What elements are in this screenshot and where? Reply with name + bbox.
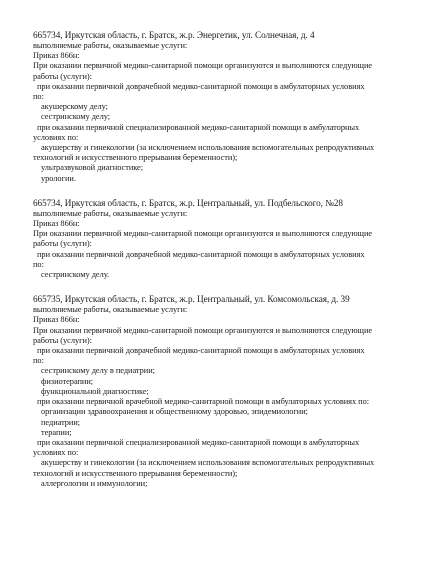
text-line: при оказании первичной специализированной медико-санитарной помощи в амбулаторных [37, 122, 360, 132]
text-line: При оказании первичной медико-санитарной помощи организуются и выполняются следующие [33, 229, 373, 239]
text-line: функциональной диагностике; [41, 386, 149, 396]
text-line: Приказ 866н: [33, 219, 80, 229]
text-line: при оказании первичной доврачебной медико-санитарной помощи в амбулаторных условиях [37, 81, 365, 91]
text-line: педиатрии; [41, 417, 81, 427]
text-line: выполняемые работы, оказываемые услуги: [33, 305, 188, 315]
entry-lines [33, 41, 412, 184]
address-line: 665734, Иркутская область, г. Братск, ж.р. Энергетик, ул. Солнечная, д. 4 [33, 30, 315, 40]
text-line: акушерству и гинекологии (за исключением использования вспомогательных репродуктивных [41, 458, 375, 468]
text-line: технологий и искусственного прерывания беременности); [33, 468, 238, 478]
text-line: сестринскому делу; [41, 112, 111, 122]
address-entry-1 [33, 30, 412, 184]
text-line: Приказ 866н: [33, 51, 80, 61]
text-line: условиях по: [33, 448, 79, 458]
text-line: по: [33, 356, 44, 366]
text-line: по: [33, 259, 44, 269]
entry-lines [33, 305, 412, 489]
text-line: организации здравоохранения и общественному здоровью, эпидемиологии; [41, 407, 308, 417]
address-line: 665734, Иркутская область, г. Братск, ж.р. Центральный, ул. Подбельского, №28 [33, 197, 343, 208]
text-line: урологии. [41, 173, 76, 183]
text-line: по: [33, 92, 44, 102]
text-line: терапии; [41, 427, 72, 437]
text-line: технологий и искусственного прерывания беременности); [33, 153, 238, 163]
text-line: при оказании первичной специализированной медико-санитарной помощи в амбулаторных [37, 437, 360, 447]
address-entry-3 [33, 294, 412, 489]
text-line: Приказ 866н: [33, 315, 80, 325]
text-line: при оказании первичной врачебной медико-санитарной помощи в амбулаторных условиях по: [37, 397, 370, 407]
address-line: 665735, Иркутская область, г. Братск, ж.р. Центральный, ул. Комсомольская, д. 39 [33, 294, 350, 305]
text-line: При оказании первичной медико-санитарной помощи организуются и выполняются следующие [33, 61, 373, 71]
text-line: при оказании первичной доврачебной медико-санитарной помощи в амбулаторных условиях [37, 346, 365, 356]
text-line: ультразвуковой диагностике; [41, 163, 144, 173]
text-line: выполняемые работы, оказываемые услуги: [33, 41, 188, 50]
text-line: сестринскому делу в педиатрии; [41, 366, 155, 376]
text-line: акушерству и гинекологии (за исключением использования вспомогательных репродуктивных [41, 143, 375, 153]
address-entry-2 [33, 198, 412, 280]
text-line: работы (услуги): [33, 239, 92, 249]
text-line: условиях по: [33, 132, 79, 142]
text-line: работы (услуги): [33, 335, 92, 345]
text-line: аллергологии и иммунологии; [41, 478, 148, 488]
text-line: выполняемые работы, оказываемые услуги: [33, 208, 188, 218]
entry-lines [33, 209, 412, 280]
text-line: сестринскому делу. [41, 270, 110, 280]
text-line: акушерскому делу; [41, 102, 108, 112]
text-line: При оказании первичной медико-санитарной помощи организуются и выполняются следующие [33, 325, 373, 335]
text-line: работы (услуги): [33, 71, 92, 81]
text-line: при оказании первичной доврачебной медико-санитарной помощи в амбулаторных условиях [37, 249, 365, 259]
text-line: физиотерапии; [41, 376, 94, 386]
